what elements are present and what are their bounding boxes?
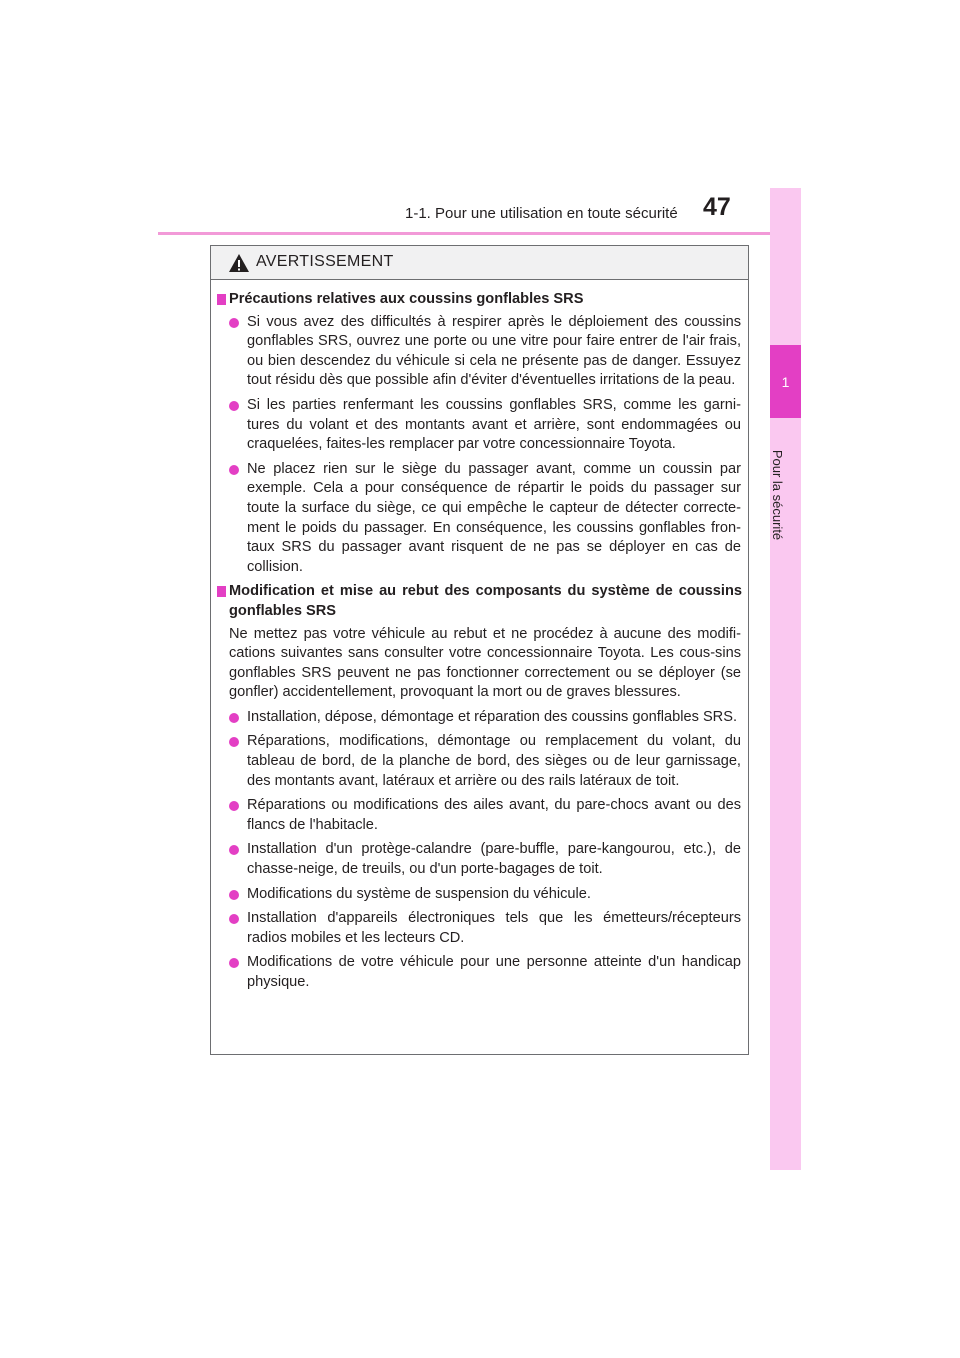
bullet-icon <box>229 737 239 747</box>
list-item: Installation, dépose, démontage et réparation des coussins gonflables SRS. <box>217 708 742 728</box>
chapter-side-tab <box>770 188 801 1170</box>
page-header-title: 1-1. Pour une utilisation en toute sécurité <box>405 205 678 222</box>
list-item: Modifications du système de suspension du véhicule. <box>217 885 742 905</box>
section-title-airbag-precautions: Précautions relatives aux coussins gonflables SRS <box>217 290 742 310</box>
section-intro-paragraph: Ne mettez pas votre véhicule au rebut et ne procédez à aucune des modifi-cations suivantes sans consulter votre concessionnaire Toyota. Les cous-sins gonflables SRS peuvent ne pas fonctionner correctement ou se déployer (se gonfler) accidentellement, provoquant la mort ou de graves blessures. <box>229 625 741 701</box>
bullet-icon <box>229 465 239 475</box>
list-item: Installation d'appareils électroniques tels que les émetteurs/récepteurs radios mobiles et les lecteurs CD. <box>217 909 742 948</box>
bullet-icon <box>229 845 239 855</box>
bullet-icon <box>229 914 239 924</box>
section-title-airbag-modification: Modification et mise au rebut des composants du système de coussins gonflables SRS <box>217 582 742 621</box>
page-number: 47 <box>703 193 731 221</box>
list-item: Installation d'un protège-calandre (pare-buffle, pare-kangourou, etc.), de chasse-neige, de treuils, ou d'un porte-bagages de toit. <box>217 840 742 879</box>
warning-triangle-icon <box>228 253 250 273</box>
section-marker-icon <box>217 586 226 597</box>
chapter-label: Pour la sécurité <box>770 449 785 541</box>
list-item: Si les parties renfermant les coussins gonflables SRS, comme les garni-tures du volant et des montants avant et arrière, sont endommagées ou craquelées, faites-les remplacer par votre concessionnaire Toyota. <box>217 396 742 455</box>
header-divider <box>158 232 800 235</box>
bullet-icon <box>229 713 239 723</box>
warning-box <box>210 245 749 1055</box>
section-marker-icon <box>217 294 226 305</box>
list-item: Modifications de votre véhicule pour une personne atteinte d'un handicap physique. <box>217 953 742 992</box>
bullet-icon <box>229 318 239 328</box>
bullet-icon <box>229 401 239 411</box>
list-item: Réparations ou modifications des ailes avant, du pare-chocs avant ou des flancs de l'habitacle. <box>217 796 742 835</box>
warning-body <box>211 280 748 993</box>
bullet-icon <box>229 801 239 811</box>
list-item: Ne placez rien sur le siège du passager avant, comme un coussin par exemple. Cela a pour conséquence de répartir le poids du passager sur toute la surface du siège, ce qui empêche le capteur de détecter correcte-ment le poids du passager. En conséquence, les coussins gonflables fron-taux SRS du passager avant risquent de ne pas se déployer en cas de collision. <box>217 460 742 578</box>
warning-label: AVERTISSEMENT <box>256 253 394 270</box>
bullet-icon <box>229 890 239 900</box>
list-item: Réparations, modifications, démontage ou remplacement du volant, du tableau de bord, de la planche de bord, des sièges ou de leur garnissage, des montants avant, latéraux et arrière ou des rails latéraux de toit. <box>217 732 742 791</box>
warning-header <box>211 246 748 280</box>
chapter-number: 1 <box>781 374 790 390</box>
bullet-icon <box>229 958 239 968</box>
list-item: Si vous avez des difficultés à respirer après le déploiement des coussins gonflables SRS, ouvrez une porte ou une vitre pour faire entrer de l'air frais, ou bien descendez du véhicule si cela ne présente pas de danger. Essuyez tout résidu dès que possible afin d'éviter d'éventuelles irritations de la peau. <box>217 313 742 391</box>
